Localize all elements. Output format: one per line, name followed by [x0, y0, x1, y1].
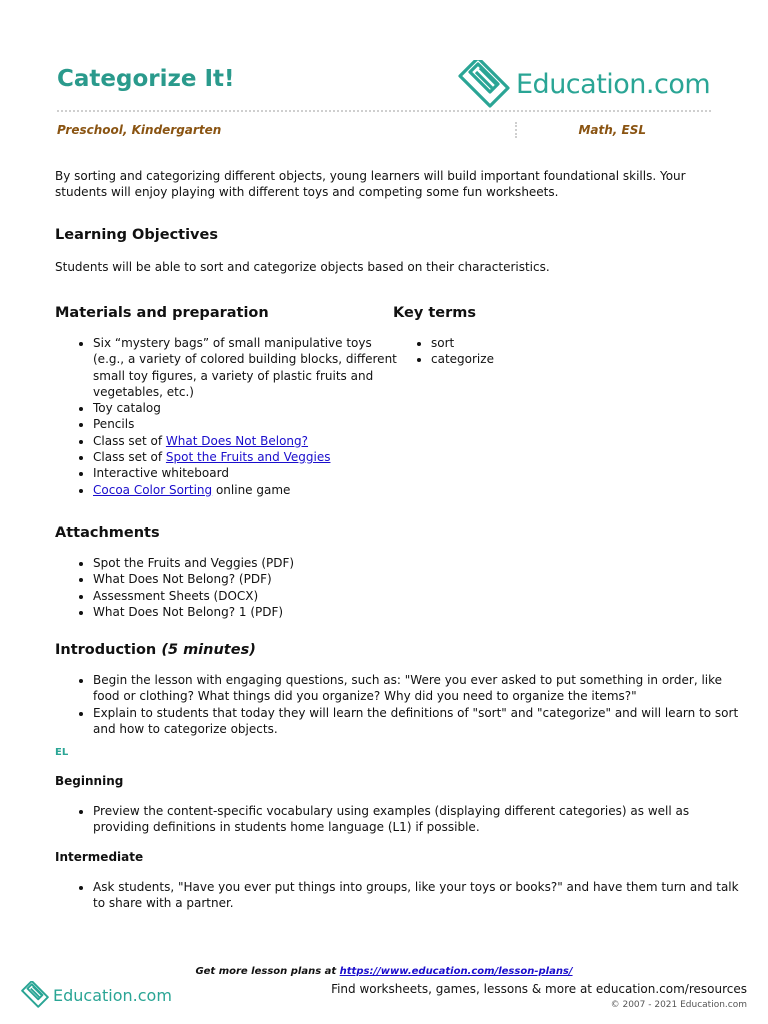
education-logo-icon — [456, 60, 512, 108]
materials-heading: Materials and preparation — [55, 305, 269, 321]
logo-text: Education.com — [516, 68, 711, 100]
key-terms-heading: Key terms — [393, 305, 476, 321]
beginning-heading: Beginning — [55, 774, 124, 788]
introduction-list — [55, 672, 743, 737]
intermediate-heading: Intermediate — [55, 850, 144, 864]
beginning-list — [55, 803, 743, 836]
education-logo-icon — [20, 981, 50, 1009]
el-label: EL — [55, 747, 69, 758]
list-item: • Pencils — [93, 416, 403, 432]
header-divider — [57, 110, 711, 112]
list-item: • sort — [431, 335, 731, 351]
spot-fruits-veggies-link[interactable]: Spot the Fruits and Veggies — [165, 450, 331, 465]
attachments-heading: Attachments — [55, 525, 160, 541]
intermediate-list — [55, 879, 743, 912]
list-item: • Begin the lesson with engaging questions, such as: "Were you ever asked to put something in order, like food or clothing? What things did you organize? Why did you need to organize the items?" — [93, 672, 743, 705]
page-title: Categorize It! — [57, 66, 235, 92]
attachment-item[interactable]: • What Does Not Belong? 1 (PDF) — [93, 604, 693, 620]
footer-more-lesson-plans: Get more lesson plans at https://www.education.com/lesson-plans/ — [195, 966, 573, 977]
list-item: • Toy catalog — [93, 400, 403, 416]
learning-objectives-heading: Learning Objectives — [55, 227, 218, 243]
list-item: • Class set of What Does Not Belong? — [93, 433, 403, 449]
list-item: • Class set of Spot the Fruits and Veggies — [93, 449, 403, 465]
intro-paragraph: By sorting and categorizing different objects, young learners will build important foundational skills. Your students will enjoy playing with different toys and competing some fun worksheets. — [55, 169, 686, 200]
lesson-plans-link[interactable]: https://www.education.com/lesson-plans/ — [339, 966, 573, 977]
footer-find-text: Find worksheets, games, lessons & more at education.com/resources — [331, 982, 747, 996]
key-terms-list — [393, 335, 731, 368]
grade-levels: Preschool, Kindergarten — [57, 123, 222, 137]
cocoa-color-sorting-link[interactable]: Cocoa Color Sorting — [93, 482, 213, 497]
list-item: • Ask students, "Have you ever put things into groups, like your toys or books?" and have them turn and talk to share with a partner. — [93, 879, 743, 912]
education-logo[interactable] — [456, 56, 710, 112]
attachment-item[interactable]: • Assessment Sheets (DOCX) — [93, 588, 693, 604]
attachment-item[interactable]: • What Does Not Belong? (PDF) — [93, 571, 693, 587]
attachment-item[interactable]: • Spot the Fruits and Veggies (PDF) — [93, 555, 693, 571]
introduction-heading: Introduction (5 minutes) — [55, 642, 256, 658]
subjects: Math, ESL — [578, 123, 646, 137]
list-item: • categorize — [431, 351, 731, 367]
materials-list — [55, 335, 403, 498]
list-item: • Preview the content-specific vocabulary using examples (displaying different categories) as well as providing definitions in students home language (L1) if possible. — [93, 803, 743, 836]
list-item: • Interactive whiteboard — [93, 465, 403, 481]
list-item: • Explain to students that today they will learn the definitions of "sort" and "categorize" and will learn to sort and how to categorize objects. — [93, 705, 743, 738]
learning-objectives-text: Students will be able to sort and categorize objects based on their characteristics. — [55, 260, 550, 274]
what-does-not-belong-link[interactable]: What Does Not Belong? — [165, 433, 309, 448]
footer-logo-text: Education.com — [53, 985, 172, 1005]
attachments-list — [55, 555, 693, 620]
introduction-duration: (5 minutes) — [161, 642, 256, 658]
list-item: • Cocoa Color Sorting online game — [93, 482, 403, 498]
meta-divider — [515, 122, 517, 138]
copyright: © 2007 - 2021 Education.com — [610, 1000, 747, 1010]
footer-logo[interactable] — [20, 981, 172, 1009]
list-item: • Six “mystery bags” of small manipulative toys (e.g., a variety of colored building blocks, different small toy figures, a variety of plastic fruits and vegetables, etc.) — [93, 335, 403, 400]
